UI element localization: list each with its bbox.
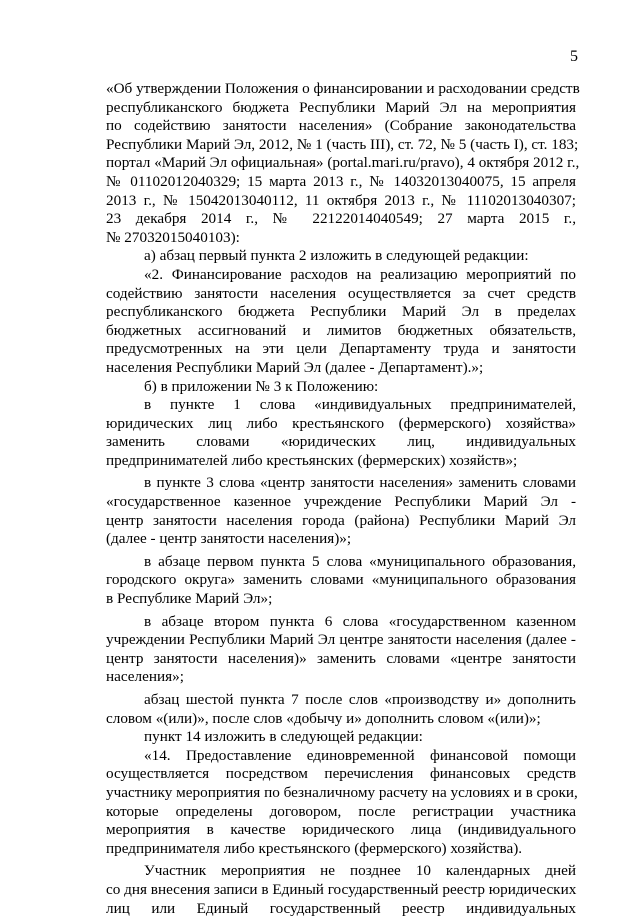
text-line: портал «Марий Эл официальная» (portal.mari.ru/pravo), 4 октября 2012 г., [106, 154, 580, 172]
text-line: в Республике Марий Эл»; [106, 590, 273, 608]
text-line: которые определены договором, после регистрации участника [106, 802, 576, 820]
text-line: абзац шестой пункта 7 после слов «производству и» дополнить [144, 691, 576, 708]
text-line: № 01102012040329; 15 марта 2013 г., № 14032013040075, 15 апреля [106, 172, 576, 190]
text-line: предпринимателей либо крестьянских (фермерских) хозяйств»; [106, 451, 518, 469]
text-line: учреждении Республики Марий Эл центре занятости населения (далее - [106, 631, 576, 649]
text-line: по содействию занятости населения» (Собрание законодательства [106, 117, 576, 135]
text-line: 23 декабря 2014 г., № 22122014040549; 27 марта 2015 г., [106, 210, 576, 228]
text-line: 2013 г., № 15042013040112, 11 октября 2013 г., № 11102013040307; [106, 191, 576, 209]
text-line: содействию занятости населения осуществляется за счет средств [106, 284, 576, 302]
text-line: в пункте 3 слова «центр занятости населения» заменить словами [144, 474, 576, 492]
text-line: в абзаце первом пункта 5 слова «муниципального образования, [144, 552, 576, 570]
text-line: центр занятости населения)» заменить словами «центре занятости [106, 649, 576, 667]
text-line: пункт 14 изложить в следующей редакции: [144, 728, 423, 746]
text-line: осуществляется посредством перечисления финансовых средств [106, 765, 576, 783]
text-line: в абзаце втором пункта 6 слова «государственном казенном [144, 612, 576, 630]
text-line: заменить словами «юридических лиц, индивидуальных [106, 433, 576, 451]
text-line: в пункте 1 слова «индивидуальных предпринимателей, [144, 396, 576, 414]
text-line: «государственное казенное учреждение Республики Марий Эл - [106, 493, 576, 511]
text-line: бюджетных ассигнований и лимитов бюджетных обязательств, [106, 321, 576, 339]
text-line: «Об утверждении Положения о финансировании и расходовании средств [106, 80, 580, 97]
text-line: б) в приложении № 3 к Положению: [144, 377, 379, 395]
text-line: юридических лиц либо крестьянского (фермерского) хозяйства» [106, 414, 576, 432]
text-line: городского округа» заменить словами «муниципального образования [106, 571, 576, 589]
text-line: населения Республики Марий Эл (далее - Департамент).»; [106, 358, 484, 376]
text-line: со дня внесения записи в Единый государственный реестр юридических [106, 880, 577, 898]
text-line: центр занятости населения города (района) Республики Марий Эл [106, 511, 576, 529]
text-line: предпринимателя либо крестьянского (фермерского) хозяйства). [106, 839, 523, 857]
text-line: республиканского бюджета Республики Марий Эл на мероприятия [106, 98, 576, 116]
text-line: Республики Марий Эл, 2012, № 1 (часть III), ст. 72, № 5 (часть I), ст. 183; [106, 135, 579, 153]
text-line: Участник мероприятия не позднее 10 календарных дней [144, 862, 576, 880]
text-line: «2. Финансирование расходов на реализацию мероприятий по [144, 265, 576, 283]
text-line: лиц или Единый государственный реестр индивидуальных [106, 899, 576, 917]
text-line: предусмотренных на эти цели Департаменту труда и занятости [106, 340, 576, 358]
text-line: республиканского бюджета Республики Марий Эл в пределах [106, 303, 576, 321]
text-line: участнику мероприятия по безналичному расчету на условиях и в сроки, [106, 783, 578, 801]
document-text [106, 80, 580, 918]
text-line: № 27032015040103): [106, 228, 240, 246]
text-line: (далее - центр занятости населения)»; [106, 530, 352, 548]
text-line: мероприятия в качестве юридического лица (индивидуального [106, 821, 576, 839]
text-line: а) абзац первый пункта 2 изложить в следующей редакции: [144, 247, 529, 265]
text-line: населения»; [106, 668, 184, 686]
page-number: 5 [570, 48, 578, 65]
text-line: словом «(или)», после слов «добычу и» дополнить словом «(или)»; [106, 709, 541, 727]
text-line: «14. Предоставление единовременной финансовой помощи [144, 746, 576, 764]
